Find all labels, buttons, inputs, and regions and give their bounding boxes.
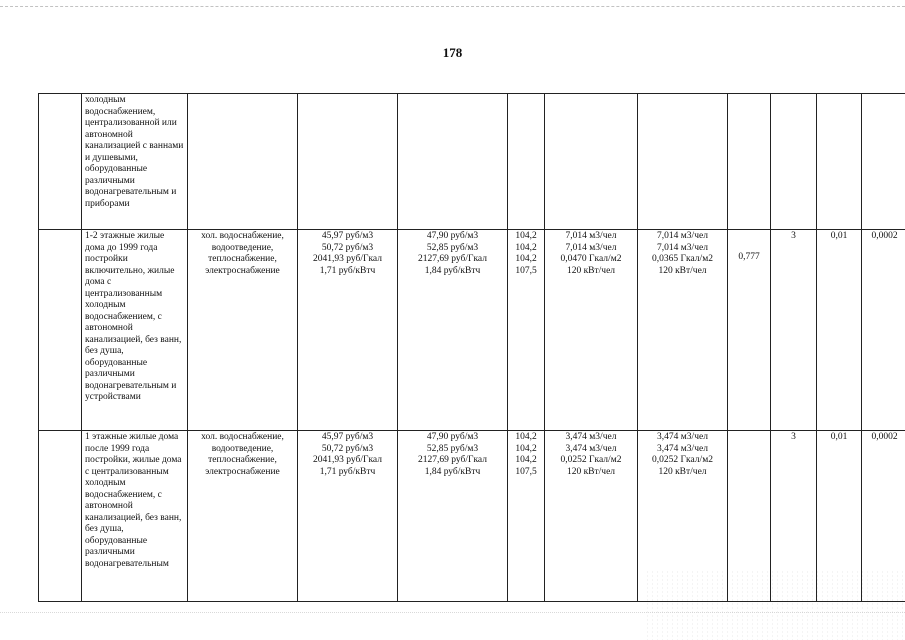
tariff-a-water: 45,97 руб/м3	[321, 432, 374, 442]
index-drain: 104,2	[515, 443, 537, 454]
cell-norm-a	[545, 431, 638, 602]
cell-norm-b	[638, 431, 728, 602]
page-number: 178	[442, 45, 463, 60]
norm-a-water: 7,014 м3/чел	[565, 231, 617, 241]
tariff-b-heat: 2127,69 руб/Гкал	[418, 455, 487, 465]
index-drain: 104,2	[515, 242, 537, 253]
cell-tariff-b	[398, 431, 508, 602]
cell-tariff-b	[398, 230, 508, 431]
cell-description: холодным водоснабжением, централизованной или автономной канализацией с ваннами и душевыми, оборудованные различными водонагревательным и приборами	[82, 94, 188, 230]
tariff-table	[38, 93, 905, 602]
cell-tariff-a	[298, 431, 398, 602]
norm-a-heat: 0,0252 Гкал/м2	[560, 455, 622, 465]
tariff-b-power: 1,84 руб/кВтч	[424, 265, 481, 276]
cell-c10	[771, 94, 817, 230]
norm-b-power: 120 кВт/чел	[658, 466, 707, 477]
cell-description: 1-2 этажные жилые дома до 1999 года постройки включительно, жилые дома с централизованным холодным водоснабжением, с автономной канализацией, без ванн, без душа, оборудованные различными водонагревательным и устройствами	[82, 230, 188, 431]
norm-b-power: 120 кВт/чел	[658, 265, 707, 276]
tariff-a-power: 1,71 руб/кВтч	[319, 466, 376, 477]
cell-c10: 3	[771, 431, 817, 602]
tariff-a-power: 1,71 руб/кВтч	[319, 265, 376, 276]
cell-index	[508, 94, 545, 230]
cell-norm-a	[545, 230, 638, 431]
cell-c11: 0,01	[817, 431, 862, 602]
tariff-a-drain: 50,72 руб/м3	[321, 242, 374, 253]
cell-norm-a	[545, 94, 638, 230]
tariff-a-drain: 50,72 руб/м3	[321, 443, 374, 454]
cell-c12	[862, 94, 905, 230]
norm-b-heat: 0,0252 Гкал/м2	[652, 455, 713, 465]
cell-index	[508, 230, 545, 431]
cell-blank	[39, 230, 82, 431]
cell-services	[188, 94, 298, 230]
cell-c12: 0,0002	[862, 431, 905, 602]
cell-c11: 0,01	[817, 230, 862, 431]
index-power: 107,5	[515, 265, 537, 276]
norm-a-drain: 3,474 м3/чел	[565, 443, 617, 454]
cell-norm-b	[638, 94, 728, 230]
norm-a-drain: 7,014 м3/чел	[565, 242, 617, 253]
cell-coef	[728, 94, 771, 230]
norm-b-water: 3,474 м3/чел	[657, 432, 708, 442]
cell-tariff-a	[298, 94, 398, 230]
table-row	[39, 431, 905, 602]
cell-blank	[39, 94, 82, 230]
cell-services: хол. водоснабжение, водоотведение, теплоснабжение, электроснабжение	[188, 230, 298, 431]
tariff-a-water: 45,97 руб/м3	[321, 231, 374, 241]
tariff-a-heat: 2041,93 руб/Гкал	[313, 254, 382, 264]
tariff-a-heat: 2041,93 руб/Гкал	[313, 455, 382, 465]
norm-b-water: 7,014 м3/чел	[657, 231, 708, 241]
cell-coef: 0,777	[728, 230, 771, 431]
cell-services: хол. водоснабжение, водоотведение, теплоснабжение, электроснабжение	[188, 431, 298, 602]
norm-b-drain: 3,474 м3/чел	[657, 443, 708, 454]
index-power: 107,5	[515, 466, 537, 477]
tariff-b-drain: 52,85 руб/м3	[426, 443, 479, 454]
index-heat: 104,2	[515, 254, 537, 264]
norm-a-power: 120 кВт/чел	[566, 265, 616, 276]
norm-a-heat: 0,0470 Гкал/м2	[560, 254, 622, 264]
cell-coef	[728, 431, 771, 602]
tariff-b-water: 47,90 руб/м3	[426, 432, 479, 442]
scan-edge-top	[0, 6, 905, 8]
cell-c12: 0,0002	[862, 230, 905, 431]
norm-b-drain: 7,014 м3/чел	[657, 242, 708, 253]
norm-a-water: 3,474 м3/чел	[565, 432, 617, 442]
cell-tariff-a	[298, 230, 398, 431]
cell-description: 1 этажные жилые дома после 1999 года постройки, жилые дома с централизованным холодным водоснабжением, с автономной канализацией, без ванн, без душа, оборудованные различными водонагревательным	[82, 431, 188, 602]
cell-index	[508, 431, 545, 602]
tariff-b-power: 1,84 руб/кВтч	[424, 466, 481, 477]
index-heat: 104,2	[515, 455, 537, 465]
cell-c10: 3	[771, 230, 817, 431]
norm-a-power: 120 кВт/чел	[566, 466, 616, 477]
cell-c11	[817, 94, 862, 230]
table-row	[39, 230, 905, 431]
tariff-b-water: 47,90 руб/м3	[426, 231, 479, 241]
cell-blank	[39, 431, 82, 602]
norm-b-heat: 0,0365 Гкал/м2	[652, 254, 713, 264]
index-water: 104,2	[515, 231, 537, 241]
tariff-b-heat: 2127,69 руб/Гкал	[418, 254, 487, 264]
cell-tariff-b	[398, 94, 508, 230]
index-water: 104,2	[515, 432, 537, 442]
tariff-b-drain: 52,85 руб/м3	[426, 242, 479, 253]
cell-norm-b	[638, 230, 728, 431]
table-row	[39, 94, 905, 230]
